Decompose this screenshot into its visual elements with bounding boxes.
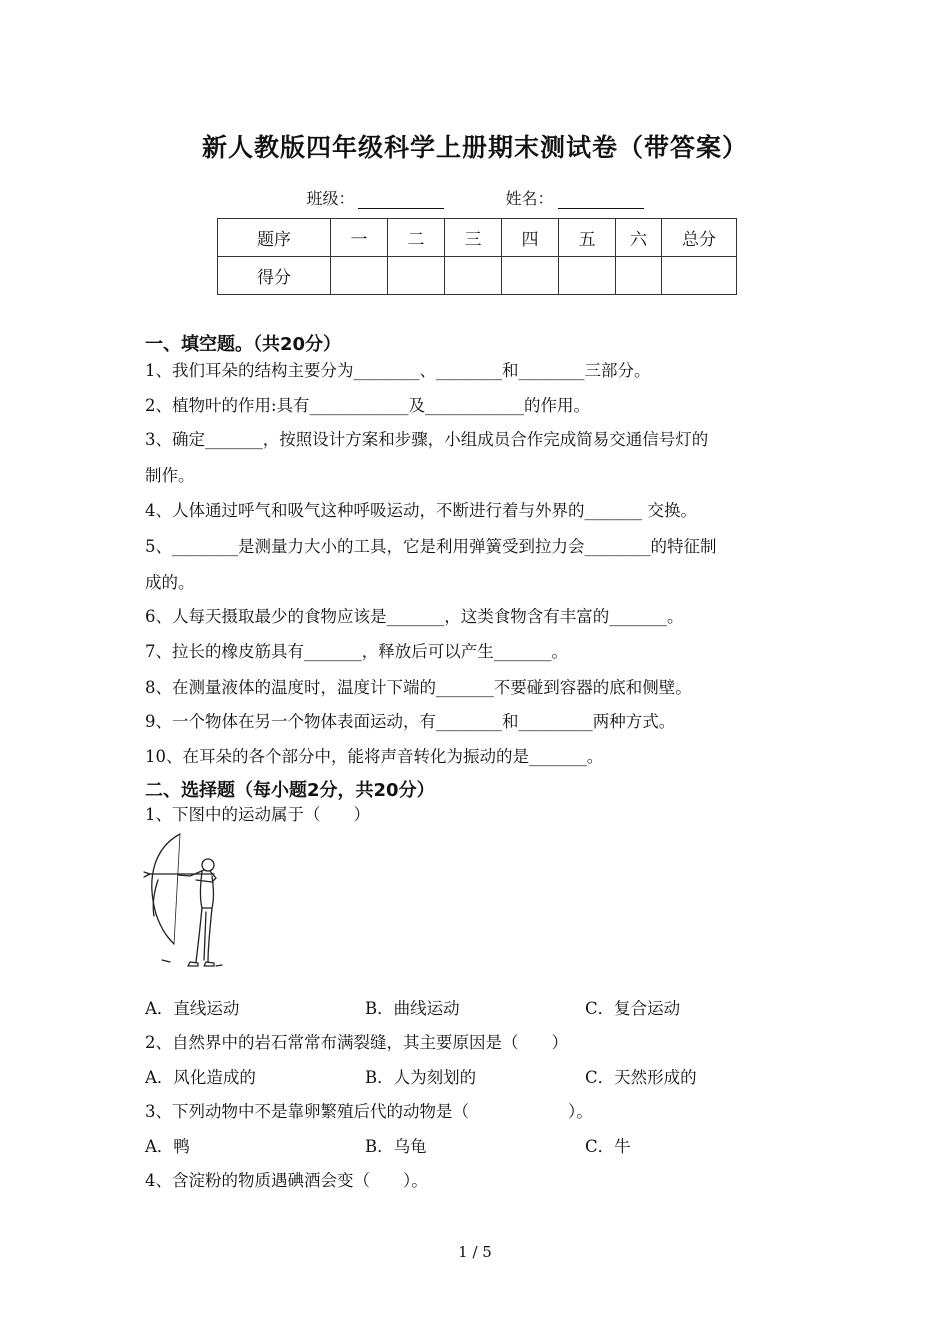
- q3-option-a[interactable]: A．鸭: [145, 1137, 190, 1156]
- score-table: [217, 218, 737, 295]
- fill-question-3: 3、确定_______，按照设计方案和步骤，小组成员合作完成简易交通信号灯的: [145, 430, 709, 449]
- fill-question-9: 9、一个物体在另一个物体表面运动，有________和_________两种方式。: [145, 712, 676, 731]
- page-title: 新人教版四年级科学上册期末测试卷（带答案）: [201, 133, 748, 162]
- choice-question-3: 3、下列动物中不是靠卵繁殖后代的动物是（ ）。: [145, 1102, 593, 1121]
- score-table-score-row: [218, 257, 737, 295]
- q2-option-c[interactable]: C．天然形成的: [585, 1068, 697, 1087]
- class-field: [306, 186, 444, 209]
- header-cell: 总分: [662, 219, 737, 257]
- q1-option-a[interactable]: A．直线运动: [145, 999, 240, 1018]
- score-cell[interactable]: [662, 257, 737, 295]
- header-cell: 六: [616, 219, 662, 257]
- class-blank[interactable]: [358, 190, 444, 209]
- class-label: 班级：: [306, 189, 355, 208]
- header-cell: 三: [445, 219, 502, 257]
- score-cell[interactable]: [388, 257, 445, 295]
- fill-question-5-cont: 成的。: [145, 573, 195, 592]
- section2-heading: 二、选择题（每小题2分，共20分）: [145, 780, 435, 801]
- q3-option-b[interactable]: B．乌龟: [365, 1137, 427, 1156]
- fill-question-6: 6、人每天摄取最少的食物应该是_______，这类食物含有丰富的_______。: [145, 607, 684, 626]
- name-blank[interactable]: [558, 190, 644, 209]
- student-info: [0, 186, 950, 209]
- score-table-header-row: [218, 219, 737, 257]
- fill-question-2: 2、植物叶的作用:具有____________及____________的作用。: [145, 396, 591, 415]
- fill-question-5: 5、________是测量力大小的工具，它是利用弹簧受到拉力会________的特征制: [145, 537, 717, 556]
- q2-option-b[interactable]: B．人为刻划的: [365, 1068, 477, 1087]
- score-cell[interactable]: [616, 257, 662, 295]
- fill-question-10: 10、在耳朵的各个部分中，能将声音转化为振动的是_______。: [145, 747, 604, 766]
- header-cell: 一: [331, 219, 388, 257]
- header-cell: 四: [502, 219, 559, 257]
- score-cell[interactable]: [559, 257, 616, 295]
- page-number: 1 / 5: [458, 1243, 492, 1261]
- name-label: 姓名：: [505, 189, 554, 208]
- q2-option-a[interactable]: A．风化造成的: [145, 1068, 256, 1087]
- fill-question-8: 8、在测量液体的温度时，温度计下端的_______不要碰到容器的底和侧壁。: [145, 678, 692, 697]
- score-cell[interactable]: [445, 257, 502, 295]
- archer-image: [140, 832, 224, 970]
- score-cell[interactable]: [331, 257, 388, 295]
- header-cell: 二: [388, 219, 445, 257]
- section1-heading: 一、填空题。（共20分）: [145, 334, 342, 355]
- header-cell: 五: [559, 219, 616, 257]
- fill-question-4: 4、人体通过呼气和吸气这种呼吸运动，不断进行着与外界的_______ 交换。: [145, 501, 697, 520]
- header-cell: 题序: [218, 219, 331, 257]
- q1-option-c[interactable]: C．复合运动: [585, 999, 681, 1018]
- score-row-label: 得分: [218, 257, 331, 295]
- name-field: [506, 186, 644, 209]
- choice-question-1: 1、下图中的运动属于（ ）: [145, 805, 370, 824]
- q1-option-b[interactable]: B．曲线运动: [365, 999, 460, 1018]
- choice-question-4: 4、含淀粉的物质遇碘酒会变（ ）。: [145, 1171, 428, 1190]
- fill-question-1: 1、我们耳朵的结构主要分为________、________和________三部分。: [145, 361, 651, 380]
- q3-option-c[interactable]: C．牛: [585, 1137, 631, 1156]
- fill-question-7: 7、拉长的橡皮筋具有_______，释放后可以产生_______。: [145, 642, 568, 661]
- fill-question-3-cont: 制作。: [145, 466, 195, 485]
- choice-question-2: 2、自然界中的岩石常常布满裂缝，其主要原因是（ ）: [145, 1033, 568, 1052]
- score-cell[interactable]: [502, 257, 559, 295]
